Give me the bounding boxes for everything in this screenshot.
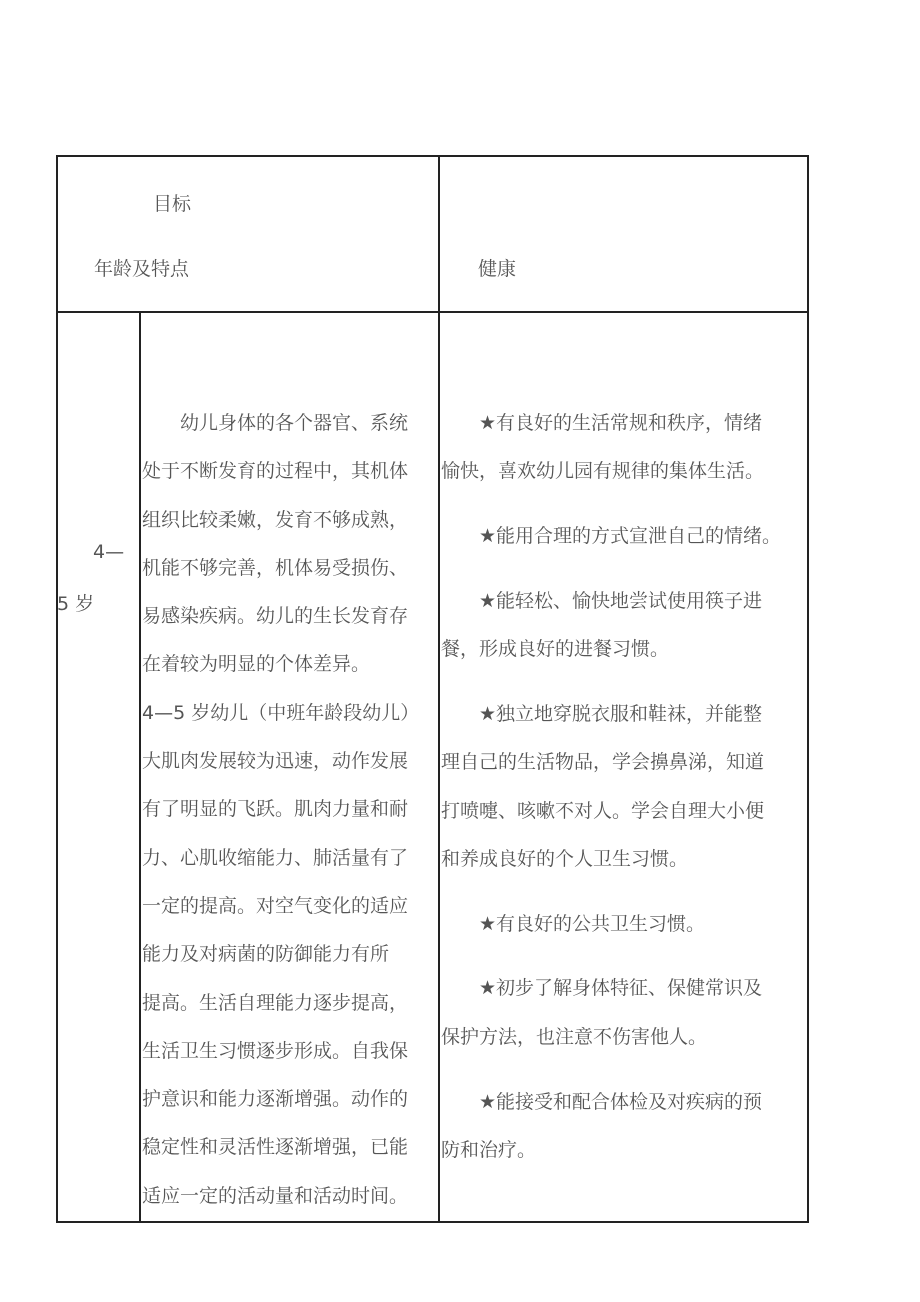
text-line: 生活卫生习惯逐步形成。自我保 <box>142 1039 409 1062</box>
text-line: 愉快，喜欢幼儿园有规律的集体生活。 <box>441 460 765 483</box>
age-range-line1: 4— <box>93 541 125 563</box>
column-divider-main <box>438 155 440 1223</box>
text-line: ★有良好的公共卫生习惯。 <box>441 912 706 935</box>
health-goal-item <box>441 900 811 948</box>
text-line: 在着较为明显的个体差异。 <box>142 653 371 676</box>
header-health-label: 健康 <box>478 258 517 280</box>
text-line: ★能用合理的方式宣泄自己的情绪。 <box>441 525 782 548</box>
health-goal-item <box>441 690 811 883</box>
text-line: 打喷嚏、咳嗽不对人。学会自理大小便 <box>441 799 765 822</box>
text-line: 护意识和能力逐渐增强。动作的 <box>142 1088 409 1111</box>
text-line: 稳定性和灵活性逐渐增强，已能 <box>142 1136 409 1159</box>
health-goals-list <box>441 399 811 1191</box>
text-line: 能力及对病菌的防御能力有所 <box>142 943 390 966</box>
text-line: 易感染疾病。幼儿的生长发育存 <box>142 605 409 628</box>
table-border-top <box>56 155 809 157</box>
header-goal-label: 目标 <box>153 193 192 215</box>
text-line: 提高。生活自理能力逐步提高， <box>142 991 409 1014</box>
text-line: 餐，形成良好的进餐习惯。 <box>441 638 670 661</box>
text-line: ★有良好的生活常规和秩序，情绪 <box>441 412 763 434</box>
age-range-line2: 5 岁 <box>57 593 95 615</box>
characteristics-text <box>142 399 419 1220</box>
text-line: 机能不够完善，机体易受损伤、 <box>142 556 409 579</box>
text-line: 适应一定的活动量和活动时间。 <box>142 1184 409 1207</box>
column-divider-age <box>139 311 141 1223</box>
table-border-left <box>56 155 58 1223</box>
header-age-label: 年龄及特点 <box>94 258 190 280</box>
text-line: 幼儿身体的各个器官、系统 <box>142 412 409 434</box>
text-line: ★初步了解身体特征、保健常识及 <box>441 977 763 1000</box>
health-goal-item <box>441 512 811 560</box>
text-line: 理自己的生活物品，学会擤鼻涕，知道 <box>441 751 765 774</box>
table-border-bottom <box>56 1221 809 1223</box>
health-goal-item <box>441 577 811 674</box>
text-line: ★能轻松、愉快地尝试使用筷子进 <box>441 589 763 612</box>
text-line: 力、心肌收缩能力、肺活量有了 <box>142 846 409 869</box>
health-goal-item <box>441 399 811 496</box>
header-divider <box>56 311 809 313</box>
text-line: 一定的提高。对空气变化的适应 <box>142 894 409 917</box>
text-line: 组织比较柔嫩，发育不够成熟， <box>142 508 409 531</box>
text-line: 大肌肉发展较为迅速，动作发展 <box>142 750 409 773</box>
health-goal-item <box>441 1078 811 1175</box>
text-line: 防和治疗。 <box>441 1138 537 1161</box>
text-line: 和养成良好的个人卫生习惯。 <box>441 847 689 870</box>
health-goal-item <box>441 964 811 1061</box>
text-line: ★能接受和配合体检及对疾病的预 <box>441 1090 763 1113</box>
text-line: ★独立地穿脱衣服和鞋袜，并能整 <box>441 702 763 725</box>
text-line: 4—5 岁幼儿（中班年龄段幼儿） <box>142 701 420 724</box>
text-line: 处于不断发育的过程中，其机体 <box>142 460 409 483</box>
text-line: 有了明显的飞跃。肌肉力量和耐 <box>142 798 409 821</box>
text-line: 保护方法，也注意不伤害他人。 <box>441 1025 708 1048</box>
